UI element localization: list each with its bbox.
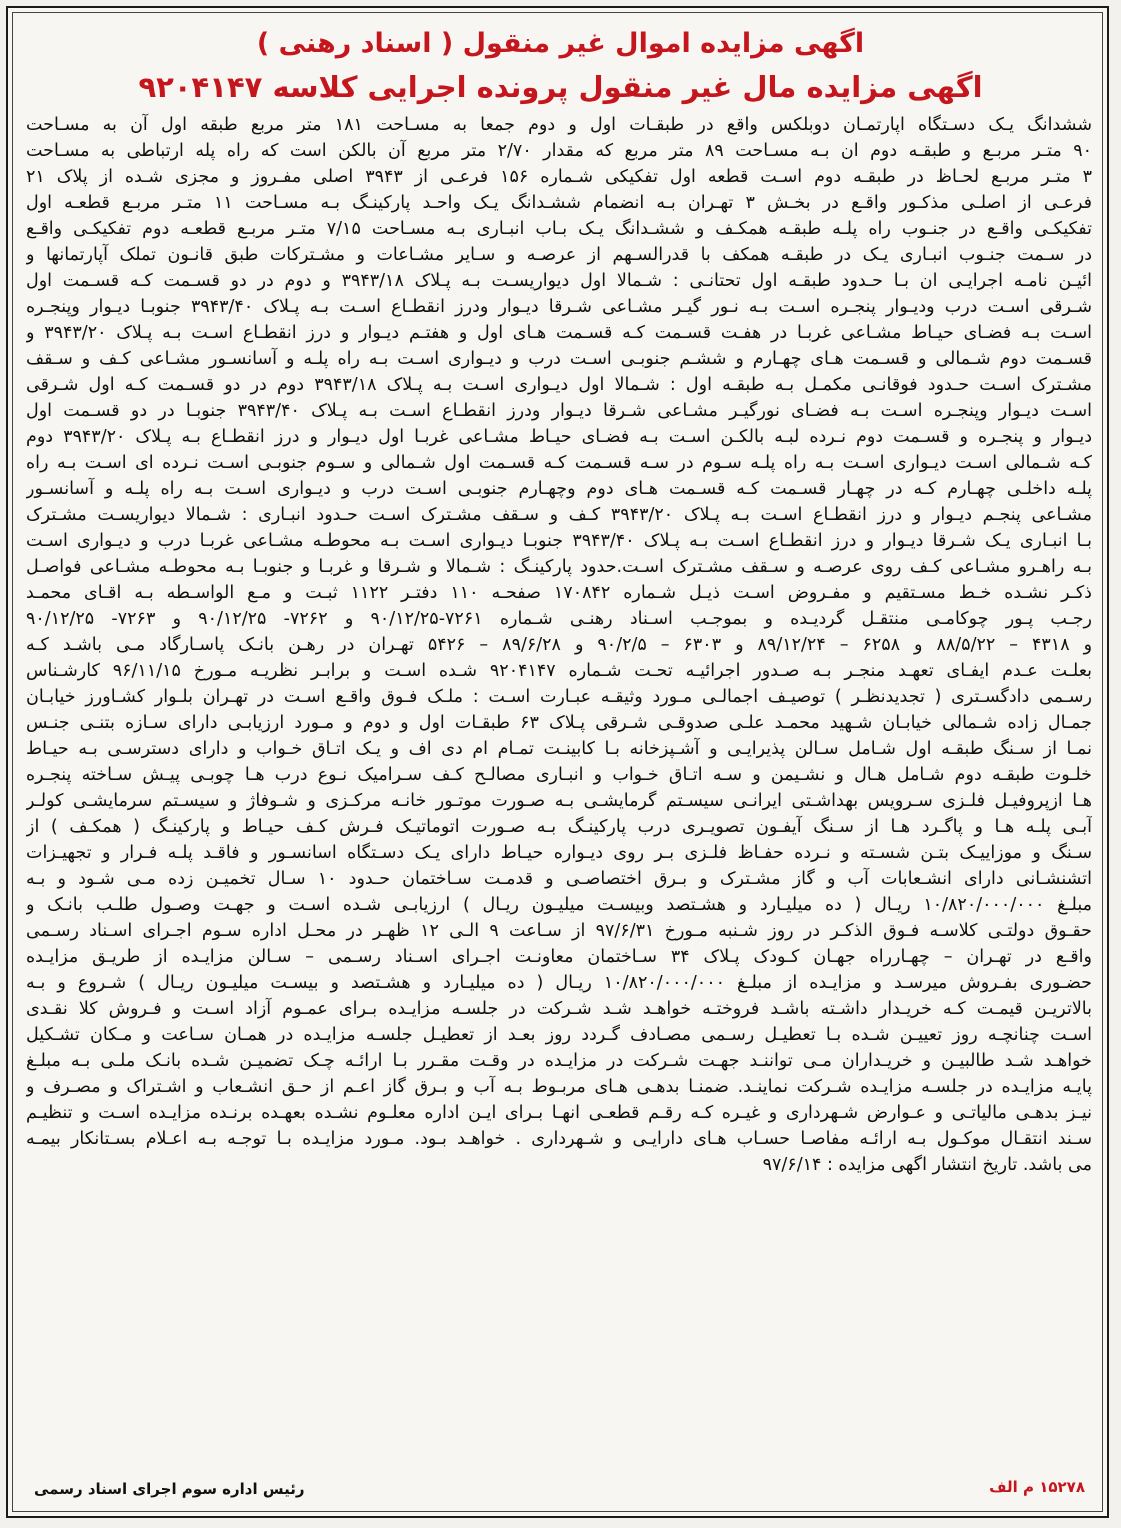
body-line: خواهـد شـد طالبیـن و خریـداران مـی تواننـد جهـت شـرکت در مزایـده در وقـت مقـرر بـا ارائـه چـک تضمیـن شـده بانـک ملـی بـه مبلـغ [26, 1051, 1092, 1071]
body-line: ۳ متـر مربـع لحـاظ در طبقـه دوم اسـت قطعه اول تفکیکی شـماره ۱۵۶ فرعـی از ۳۹۴۳ اصلی مفـروز و مجزی شـده از پلاک ۲۱ [26, 167, 1092, 187]
body-line: جمـال زاده شـمالی خیابـان شـهید محمـد علـی صدوقـی شـرقی پـلاک ۶۳ طبقـات اول و دوم و مـورد ارزیابـی دارای سـازه بتنـی جنـس [26, 713, 1092, 733]
body-line: پلـه داخلـی چهـارم کـه در چهـار قسـمت کـه قسـمت هـای دوم وچهـارم جنوبـی اسـت درب و دیـواری اسـت بـه راه پلـه و آسانسـور [26, 479, 1092, 499]
body-line: اسـت بـه فضـای حیـاط مشـاعی غربـا در هفـت قسـمت کـه قسـمت هـای اول و هفتـم دیـوار و درز انقطـاع اسـت بـه پـلاک ۳۹۴۳/۲۰ و [26, 323, 1092, 343]
body-line: خلـوت طبقـه دوم شـامل هـال و نشـیمن و سـه اتـاق خـواب و انبـاری مصالـح کـف سـرامیک نـوع درب هـا چوبـی پیـش سـاخته پنجـره [26, 765, 1092, 785]
body-line: رسـمی دادگسـتری ( تجدیدنظـر ) توصیـف اجمالـی مـورد وثیقـه عبـارت اسـت : ملـک فـوق واقـع اسـت در تهـران بلـوار کشـاورز خیابـان [26, 687, 1092, 707]
body-line: دیـوار و پنجـره و قسـمت دوم نـرده لبـه بالکـن اسـت بـه فضـای حیـاط مشـاعی غربـا اول دیـوار و درز انقطـاع بـه پـلاک ۳۹۴۳/۲۰ دوم [26, 427, 1092, 447]
body-line: سـنگ و موزاییـک بتـن شسـته و نـرده حفـاظ فلـزی بـر روی دیـواره حیـاط دارای یـک دسـتگاه اسانسـور و فاقـد پلـه فـرار و تجهیـزات [26, 843, 1092, 863]
body-line: بعلـت عـدم ایفـای تعهـد منجـر بـه صـدور اجرائیـه تحـت شـماره ۹۲۰۴۱۴۷ شـده اسـت و برابـر نظریـه مـورخ ۹۶/۱۱/۱۵ کارشـناس [26, 661, 1092, 681]
body-line: اتشنشـانی دارای انشـعابات آب و گاز مشـترک و بـرق اختصاصـی و قدمـت سـاختمان حـدود ۱۰ سـال تخمیـن زده مـی شـود و بـه [26, 869, 1092, 889]
body-line: مشـاعی پنجـم دیـوار و درز انقطـاع اسـت بـه پـلاک ۳۹۴۳/۲۰ کـف و سـقف مشـترک اسـت حـدود انبـاری : شـمالا دیواریسـت مشـترک [26, 505, 1092, 525]
body-line: واقـع در تهـران – چهـارراه جهـان کـودک پـلاک ۳۴ سـاختمان معاونـت اجـرای اسـناد رسـمی – سـالن مزایـده از طریـق مزایـده [26, 947, 1092, 967]
body-line: هـا ازپروفیـل فلـزی سـرویس بهداشـتی ایرانـی سیسـتم گرمایشـی بـه صـورت موتـور خانـه مرکـزی و شـوفاژ و سیسـتم سرمایشـی کولـر [26, 791, 1092, 811]
body-line: مشـترک اسـت حـدود فوقانـی مکمـل بـه طبقـه اول : شـمالا اول دیـواری اسـت بـه پـلاک ۳۹۴۳/۱۸ دوم در دو قسـمت کـه اول شـرقی [26, 375, 1092, 395]
notice-body [26, 112, 1092, 1178]
body-line: سـند انتقـال موکـول بـه ارائـه مفاصـا حسـاب هـای دارایـی و شـهرداری . خواهـد بـود. مـورد مزایـده بـا توجـه بـه اعـلام بسـتانکار بیمـه [26, 1129, 1092, 1149]
body-line: اسـت دیـوار وپنجـره اسـت بـه فضـای نورگیـر مشـاعی شـرقا دیـوار ودرز انقطـاع اسـت بـه پـلاک ۳۹۴۳/۴۰ جنوبـا در دو قسـمت اول [26, 401, 1092, 421]
body-line: شـرقی اسـت درب ودیـوار پنجـره اسـت بـه نـور گیـر مشـاعی شـرقا دیـوار ودرز انقطـاع اسـت بـه پـلاک ۳۹۴۳/۴۰ جنوبـا دیـوار وپنجـره [26, 297, 1092, 317]
body-line: مبلـغ ۱۰/۸۲۰/۰۰۰/۰۰۰ ریـال ( ده میلیـارد و هشـتصد وبیسـت میلیـون ریـال ) ارزیابـی شـده اسـت و جهـت وصـول طلـب بانـک و [26, 895, 1092, 915]
body-line: حقـوق دولتـی کلاسـه فـوق الذکـر در روز شـنبه مـورخ ۹۷/۶/۳۱ از سـاعت ۹ الـی ۱۲ ظهـر در محـل اداره سـوم اجـرای اسـناد رسـمی [26, 921, 1092, 941]
body-line: فرعـی از اصلـی مذکـور واقـع در بخـش ۳ تهـران بـه انضمام ششـدانگ یـک واحـد پارکینـگ بـه مسـاحت ۱۱ متـر مربـع قطعـه اول [26, 193, 1092, 213]
body-line: نیـز بدهـی مالیاتـی و عـوارض شـهرداری و غیـره کـه رقـم قطعـی انهـا بـرای ایـن اداره معلـوم نشـده بعهـده برنـده مزایـده اسـت و تنظیـم [26, 1103, 1092, 1123]
body-line: قسـمت دوم شـمالی و قسـمت هـای چهـارم و ششـم جنوبـی اسـت درب و دیـواری اسـت بـه راه پلـه و آسانسـور مشـاعی کـف و سـقف [26, 349, 1092, 369]
notice-title: اگهی مزایده اموال غیر منقول ( اسناد رهنی ) [256, 28, 865, 59]
body-line: ۹۰ متـر مربـع و طبقـه دوم ان بـه مسـاحت ۸۹ متر مربع که مقدار ۲/۷۰ متر مربع آن بالکن است که راه پله ارتباطی به مسـاحت [26, 141, 1092, 161]
body-line: ذکـر نشـده خـط مسـتقیم و مفـروض اسـت ذیـل شـماره ۱۷۰۸۴۲ صفحـه ۱۱۰ دفتـر ۱۱۲۲ ثبـت و مـع الواسـطه بـه اقـای محمـد [26, 583, 1092, 603]
body-line: رجـب پـور چوکامـی منتقـل گردیـده و بموجـب اسـناد رهنـی شـماره ۷۲۶۱-۹۰/۱۲/۲۵ و ۷۲۶۲- ۹۰/۱۲/۲۵ و ۷۲۶۳- ۹۰/۱۲/۲۵ [26, 609, 1092, 629]
body-line: در سـمت جنـوب انبـاری یـک در طبقـه همکف با قدرالسـهم از عرصـه و سـایر مشـاعات و مشـترکات طبق قانـون تملک آپارتمانها و [26, 245, 1092, 265]
body-line: ائیـن نامـه اجرایـی ان بـا حـدود طبقـه اول تحتانـی : شـمالا اول دیواریسـت بـه پـلاک ۳۹۴۳/۱۸ و دوم در دو قسـمت کـه قسـمت اول [26, 271, 1092, 291]
notice-signature: رئیس اداره سوم اجرای اسناد رسمی [34, 1480, 305, 1498]
body-line: کـه شـمالی اسـت دیـواری اسـت بـه راه پلـه سـوم در سـه قسـمت کـه قسـمت اول شـمالی و سـوم جنوبـی اسـت نـرده ای اسـت بـه راه [26, 453, 1092, 473]
body-line: آبـی پلـه هـا و پاگـرد هـا از سـنگ آیفـون تصویـری درب پارکینـگ بـه صـورت اتوماتیـک فـرش کـف حیـاط و پارکینـگ ( همکـف ) از [26, 817, 1092, 837]
body-line: حضـوری بفـروش میرسـد و مزایـده از مبلـغ ۱۰/۸۲۰/۰۰۰/۰۰۰ ریـال ( ده میلیـارد و هشـتصد و بیسـت میلیـون ریـال ) شـروع و بـه [26, 973, 1092, 993]
body-line: تفکیکـی واقـع در جنـوب راه پلـه طبقـه همکـف و ششـدانگ یـک بـاب انبـاری بـه مسـاحت ۷/۱۵ متـر مربـع قطعـه دوم تفکیکـی واقـع [26, 219, 1092, 239]
notice-subtitle: اگهی مزایده مال غیر منقول پرونده اجرایی کلاسه ۹۲۰۴۱۴۷ [138, 70, 983, 104]
body-line: پایـه مزایـده در جلسـه مزایـده شـرکت نماینـد. ضمنـا بدهـی هـای مربـوط بـه آب و بـرق گاز اعـم از حـق انشـعاب و اشـتراک و مصـرف و [26, 1077, 1092, 1097]
body-line: ششدانگ یـک دسـتگاه اپارتمـان دوبلکس واقع در طبقـات اول و دوم جمعا به مسـاحت ۱۸۱ متر مربع طبقه اول آن به مسـاحت [26, 115, 1092, 135]
body-line: نمـا از سـنگ طبقـه اول شـامل سـالن پذیرایـی و آشـپزخانه بـا کابینـت تمـام ام دی اف و یـک اتـاق خـواب و دارای دسترسـی بـه حیـاط [26, 739, 1092, 759]
notice-code: ۱۵۲۷۸ م الف [989, 1478, 1085, 1496]
body-line: بـه راهـرو مشـاعی کـف روی عرصـه و سـقف مشـترک اسـت.حدود پارکینـگ : شـمالا و شـرقا و غربـا و جنوبـا بـه محوطـه مشـاعی فواصـل [26, 557, 1092, 577]
body-line: اسـت چنانچـه روز تعییـن شـده بـا تعطیـل رسـمی مصـادف گـردد روز بعـد از تعطیـل جلسـه مزایـده در همـان سـاعت و مـکان تشـکیل [26, 1025, 1092, 1045]
body-line: می باشد. تاریخ انتشار اگهی مزایده : ۹۷/۶/۱۴ [762, 1155, 1092, 1175]
body-line: و ۴۳۱۸ – ۸۸/۵/۲۲ و ۶۲۵۸ – ۸۹/۱۲/۲۴ و ۶۳۰۳ – ۹۰/۲/۵ و ۸۹/۶/۲۸ – ۵۴۲۶ تهـران در رهـن بانـک پاسـارگاد مـی باشـد کـه [26, 635, 1092, 655]
body-line: بـا انبـاری یـک شـرقا دیـوار و درز انقطـاع اسـت بـه پـلاک ۳۹۴۳/۴۰ جنوبـا دیـواری اسـت بـه محوطـه مشـاعی غربـا درب و دیـواری اسـت [26, 531, 1092, 551]
body-line: بالاتریـن قیمـت کـه خریـدار داشـته باشـد فروختـه خواهـد شـد شـرکت در جلسـه مزایـده بـرای عمـوم آزاد اسـت و فـروش کلا نقـدی [26, 999, 1092, 1019]
